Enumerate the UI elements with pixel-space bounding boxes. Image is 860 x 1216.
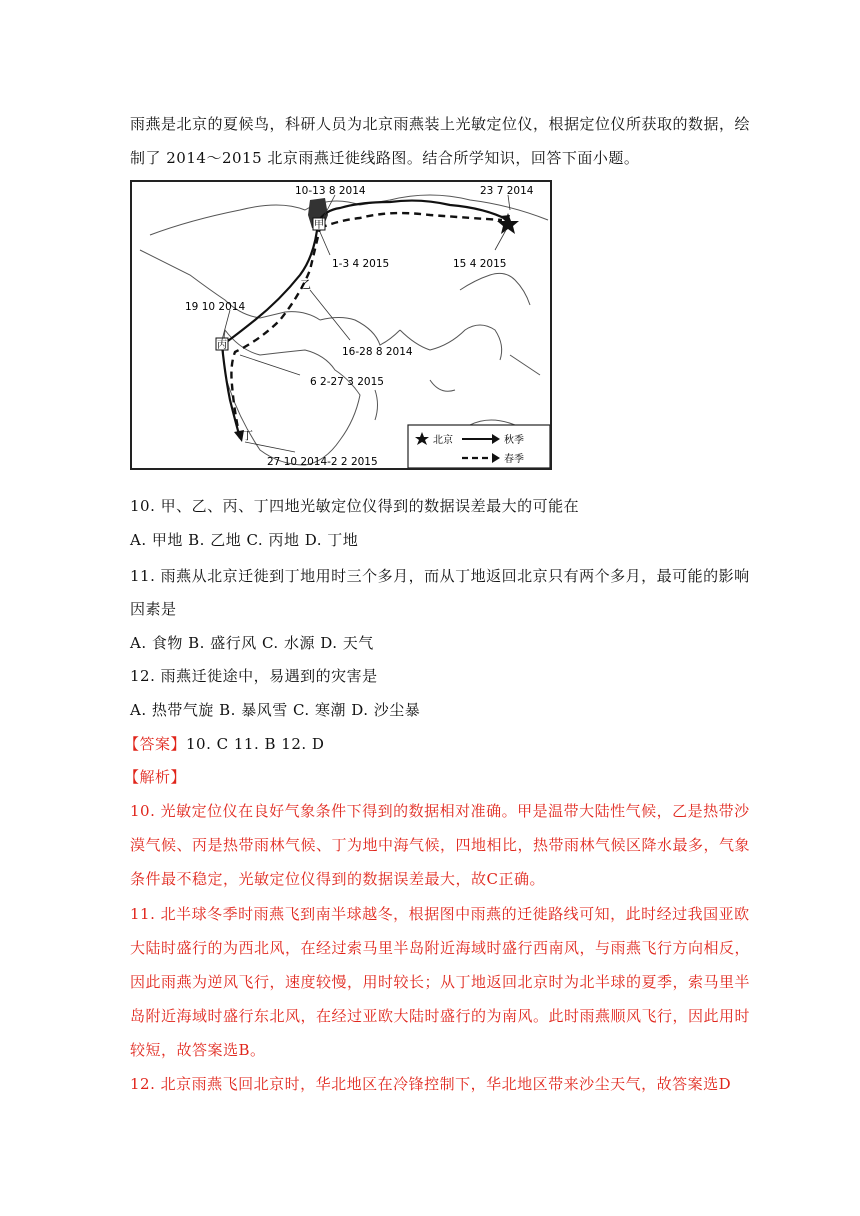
- analysis-line-7: 岛附近海域时盛行东北风，在经过亚欧大陆时盛行的为南风。此时雨燕顺风飞行，因此用时: [130, 1007, 751, 1025]
- legend-spring-label: 春季: [504, 454, 524, 465]
- place-yi: 乙: [300, 278, 311, 291]
- label-jia-date: 10-13 8 2014: [295, 185, 366, 197]
- answer-line: [124, 733, 324, 754]
- label-bing-return: 6 2-27 3 2015: [310, 376, 384, 388]
- answer-text: 10. C 11. B 12. D: [186, 735, 325, 753]
- place-ding: 丁: [242, 429, 253, 442]
- analysis-line-5: 大陆时盛行的为西北风，在经过索马里半岛附近海域时盛行西南风，与雨燕飞行方向相反，: [130, 939, 751, 957]
- label-beijing-return: 15 4 2015: [453, 258, 507, 270]
- legend-star-label: 北京: [433, 435, 453, 446]
- label-yi-date: 16-28 8 2014: [342, 346, 413, 358]
- label-beijing-date: 23 7 2014: [480, 185, 534, 197]
- intro-line-2: 制了 2014～2015 北京雨燕迁徙线路图。结合所学知识，回答下面小题。: [130, 149, 640, 167]
- analysis-line-1: 10. 光敏定位仪在良好气象条件下得到的数据相对准确。甲是温带大陆性气候，乙是热带沙: [130, 802, 750, 820]
- question-11-stem: 11. 雨燕从北京迁徙到丁地用时三个多月，而从丁地返回北京只有两个多月，最可能的影响: [130, 567, 750, 585]
- question-12-options: A. 热带气旋 B. 暴风雪 C. 寒潮 D. 沙尘暴: [130, 701, 421, 719]
- answer-tag: 【答案】: [124, 735, 187, 753]
- label-ding-date: 27 10 2014-2 2 2015: [267, 456, 378, 468]
- map-legend: [408, 425, 550, 468]
- analysis-line-9: 12. 北京雨燕飞回北京时，华北地区在冷锋控制下，华北地区带来沙尘天气，故答案选D: [130, 1075, 732, 1093]
- place-bing: 丙: [217, 340, 227, 351]
- question-10-stem: 10. 甲、乙、丙、丁四地光敏定位仪得到的数据误差最大的可能在: [130, 497, 580, 515]
- analysis-line-6: 因此雨燕为逆风飞行，速度较慢，用时较长；从丁地返回北京时为北半球的夏季，索马里半: [130, 973, 751, 991]
- place-jia: 甲: [314, 220, 324, 231]
- legend-autumn-label: 秋季: [504, 435, 524, 446]
- migration-map-svg: [130, 180, 552, 470]
- analysis-line-4: 11. 北半球冬季时雨燕飞到南半球越冬，根据图中雨燕的迁徙路线可知，此时经过我国亚欧: [130, 905, 750, 923]
- analysis-line-8: 较短，故答案选B。: [130, 1041, 266, 1059]
- analysis-line-2: 漠气候、丙是热带雨林气候、丁为地中海气候，四地相比，热带雨林气候区降水最多，气象: [130, 836, 751, 854]
- analysis-line-3: 条件最不稳定，光敏定位仪得到的数据误差最大，故C正确。: [130, 870, 545, 888]
- label-jia-return: 1-3 4 2015: [332, 258, 390, 270]
- label-bing-date: 19 10 2014: [185, 301, 246, 313]
- question-10-options: A. 甲地 B. 乙地 C. 丙地 D. 丁地: [130, 531, 359, 549]
- analysis-tag: 【解析】: [124, 768, 187, 786]
- question-12-stem: 12. 雨燕迁徙途中，易遇到的灾害是: [130, 667, 378, 685]
- migration-map: [130, 180, 552, 470]
- intro-line-1: 雨燕是北京的夏候鸟，科研人员为北京雨燕装上光敏定位仪，根据定位仪所获取的数据，绘: [130, 115, 751, 133]
- question-11-options: A. 食物 B. 盛行风 C. 水源 D. 天气: [130, 634, 374, 652]
- question-11-stem-cont: 因素是: [130, 600, 177, 618]
